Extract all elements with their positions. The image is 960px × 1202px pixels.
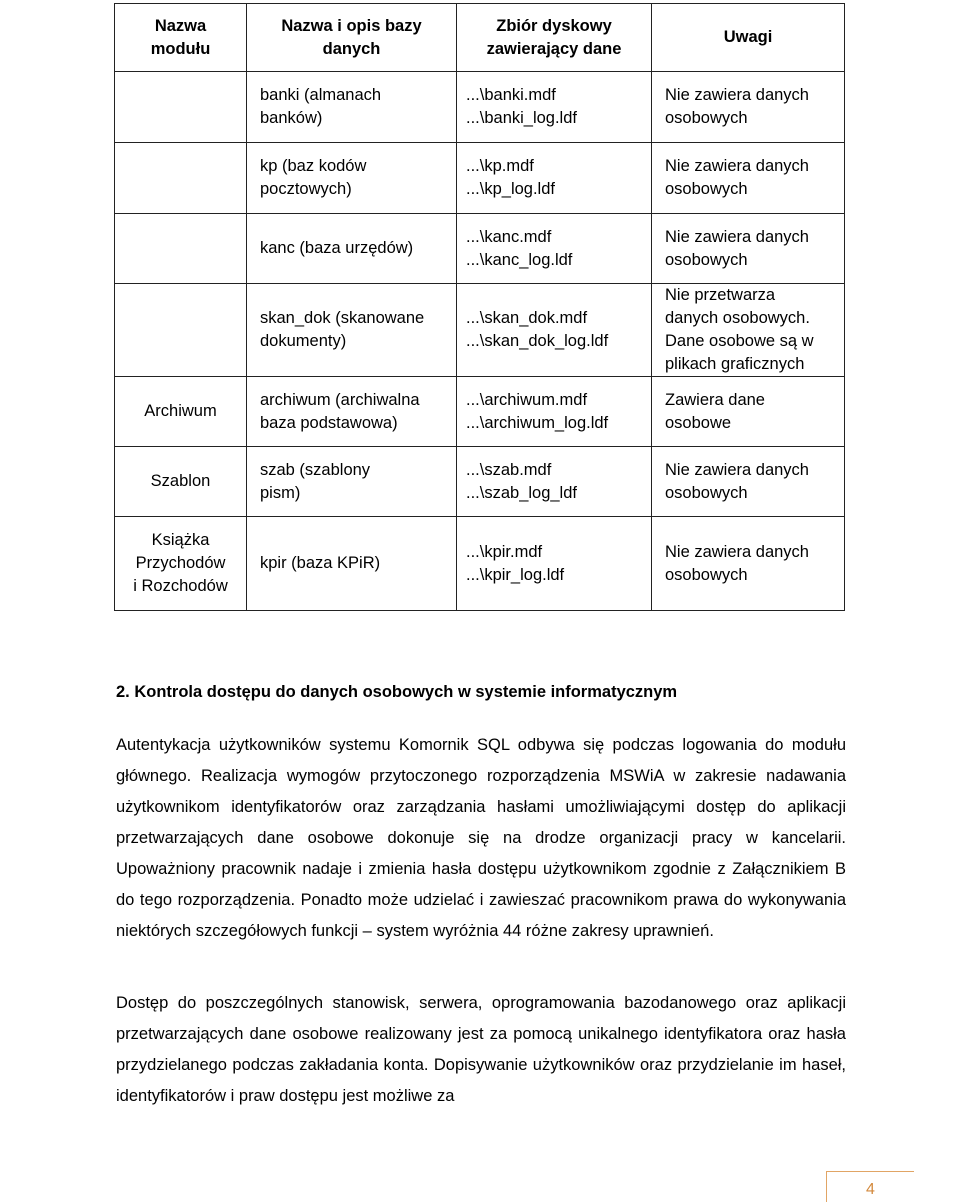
header-notes: Uwagi: [652, 4, 845, 72]
cell-line: osobowych: [665, 483, 748, 502]
cell-line: osobowe: [665, 413, 732, 432]
cell-line: banki (almanach: [260, 86, 382, 104]
cell-line: Książka: [151, 531, 210, 549]
header-disk-file: Zbiór dyskowy zawierający dane: [457, 4, 652, 72]
table-row: [115, 72, 845, 143]
cell-line: Archiwum: [144, 402, 217, 420]
table-row: [115, 447, 845, 517]
database-cell: [247, 214, 457, 284]
module-cell: [115, 143, 247, 214]
cell-line: ...\archiwum_log.ldf: [466, 413, 609, 432]
files-cell: [457, 214, 652, 284]
cell-line: ...\kp_log.ldf: [466, 180, 555, 198]
module-cell: [115, 517, 247, 611]
files-cell: [457, 72, 652, 143]
notes-cell: [652, 214, 845, 284]
cell-line: kp (baz kodów: [260, 157, 367, 175]
table-row: [115, 284, 845, 377]
header-database-name: Nazwa i opis bazy danych: [247, 4, 457, 72]
cell-line: pism): [260, 483, 301, 502]
database-cell: [247, 377, 457, 447]
cell-line: Nie zawiera danych: [665, 86, 809, 104]
module-cell: [115, 72, 247, 143]
paragraph: Dostęp do poszczególnych stanowisk, serwera, oprogramowania bazodanowego oraz aplikacji przetwarzających dane osobowe realizowany jest za pomocą unikalnego identyfikatora oraz hasła przydzielanego podczas zakładania konta. Dopisywanie użytkowników oraz przydzielanie im haseł, identyfikatorów i praw dostępu jest możliwe za: [116, 994, 846, 1105]
cell-line: Zawiera dane: [665, 390, 765, 409]
files-cell: [457, 284, 652, 377]
database-cell: [247, 517, 457, 611]
cell-line: ...\szab.mdf: [466, 460, 552, 479]
cell-line: pocztowych): [260, 180, 352, 198]
cell-line: ...\archiwum.mdf: [466, 390, 588, 409]
files-cell: [457, 143, 652, 214]
module-cell: [115, 447, 247, 517]
module-cell: [115, 377, 247, 447]
table-row: [115, 214, 845, 284]
cell-line: ...\banki_log.ldf: [466, 109, 577, 127]
header-module-name: Nazwa modułu: [115, 4, 247, 72]
notes-cell: [652, 72, 845, 143]
files-cell: [457, 377, 652, 447]
database-cell: [247, 447, 457, 517]
cell-line: ...\kanc.mdf: [466, 227, 552, 246]
cell-line: ...\kanc_log.ldf: [466, 250, 573, 269]
notes-cell: [652, 517, 845, 611]
module-cell: [115, 214, 247, 284]
cell-line: kanc (baza urzędów): [260, 239, 414, 257]
cell-line: ...\kp.mdf: [466, 157, 534, 175]
notes-cell: [652, 143, 845, 214]
cell-line: osobowych: [665, 180, 748, 198]
cell-line: szab (szablony: [260, 460, 371, 479]
cell-line: Nie przetwarza: [665, 286, 776, 304]
cell-line: i Rozchodów: [133, 577, 228, 595]
page-number: 4: [866, 1181, 875, 1198]
cell-line: Szablon: [150, 472, 211, 490]
cell-line: Przychodów: [135, 554, 226, 572]
cell-line: danych osobowych.: [665, 309, 810, 327]
cell-line: Nie zawiera danych: [665, 227, 809, 246]
database-table: [114, 3, 845, 611]
page-number-box: [826, 1171, 914, 1202]
table-row: [115, 377, 845, 447]
cell-line: osobowych: [665, 565, 748, 584]
notes-cell: [652, 447, 845, 517]
files-cell: [457, 447, 652, 517]
cell-line: Nie zawiera danych: [665, 460, 809, 479]
cell-line: kpir (baza KPiR): [260, 554, 381, 572]
module-cell: [115, 284, 247, 377]
database-cell: [247, 143, 457, 214]
cell-line: banków): [260, 109, 323, 127]
database-cell: [247, 72, 457, 143]
cell-line: ...\kpir.mdf: [466, 542, 543, 561]
table-header-row: [115, 4, 845, 72]
cell-line: ...\skan_dok_log.ldf: [466, 332, 609, 350]
paragraph: Autentykacja użytkowników systemu Komornik SQL odbywa się podczas logowania do modułu głównego. Realizacja wymogów przytoczonego rozporządzenia MSWiA w zakresie nadawania użytkownikom identyfikatorów oraz zarządzania hasłami umożliwiającymi dostęp do aplikacji przetwarzających dane osobowe dokonuje się na drodze organizacji pracy w kancelarii. Upoważniony pracownik nadaje i zmienia hasła dostępu użytkownikom zgodnie z Załącznikiem B do tego rozporządzenia. Ponadto może udzielać i zawieszać pracownikom prawa do wykonywania niektórych szczegółowych funkcji – system wyróżnia 44 różne zakresy uprawnień.: [116, 736, 846, 940]
table-row: [115, 517, 845, 611]
cell-line: baza podstawowa): [260, 413, 398, 432]
cell-line: osobowych: [665, 109, 748, 127]
cell-line: skan_dok (skanowane: [260, 309, 425, 327]
cell-line: ...\szab_log_ldf: [466, 483, 577, 502]
notes-cell: [652, 284, 845, 377]
cell-line: osobowych: [665, 250, 748, 269]
files-cell: [457, 517, 652, 611]
section-heading: 2. Kontrola dostępu do danych osobowych w systemie informatycznym: [116, 683, 678, 701]
table-row: [115, 143, 845, 214]
cell-line: Nie zawiera danych: [665, 157, 809, 175]
cell-line: dokumenty): [260, 332, 347, 350]
cell-line: ...\skan_dok.mdf: [466, 309, 588, 327]
cell-line: Nie zawiera danych: [665, 542, 809, 561]
cell-line: plikach graficznych: [665, 355, 805, 373]
cell-line: archiwum (archiwalna: [260, 390, 420, 409]
cell-line: ...\banki.mdf: [466, 86, 556, 104]
cell-line: ...\kpir_log.ldf: [466, 565, 565, 584]
database-cell: [247, 284, 457, 377]
cell-line: Dane osobowe są w: [665, 332, 814, 350]
notes-cell: [652, 377, 845, 447]
